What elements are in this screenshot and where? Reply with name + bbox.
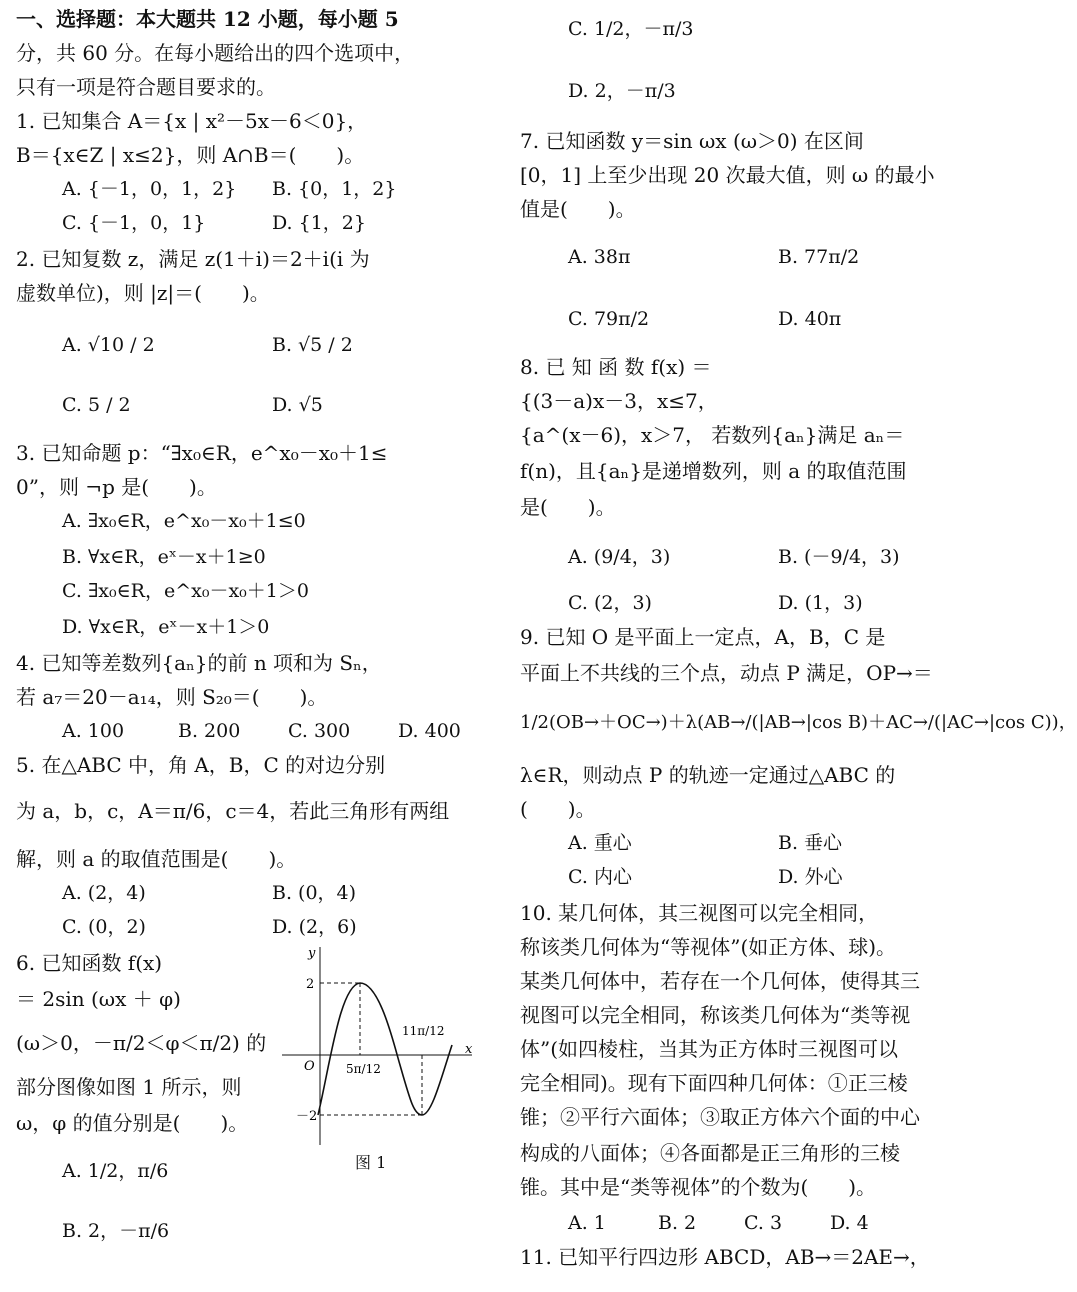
question-10: 锥；②平行六面体；③取正方体六个面的中心 bbox=[520, 1105, 920, 1129]
question-10: 视图可以完全相同，称该类几何体为“类等视 bbox=[520, 1003, 911, 1027]
option: B. (－9/4，3) bbox=[778, 546, 900, 568]
option: D. (2，6) bbox=[272, 916, 357, 938]
y-label: y bbox=[308, 946, 316, 961]
question-9: 1/2(OB→＋OC→)＋λ(AB→/(|AB→|cos B)＋AC→/(|AC→|cos C))， bbox=[520, 712, 1077, 733]
x-label: x bbox=[465, 1042, 473, 1057]
option: C. 300 bbox=[288, 720, 351, 742]
question-5: 为 a，b，c，A＝π/6，c＝4，若此三角形有两组 bbox=[16, 799, 450, 823]
question-10: 体”(如四棱柱，当其为正方体时三视图可以 bbox=[520, 1037, 899, 1061]
option: A. 100 bbox=[62, 720, 125, 742]
tick-label: －2 bbox=[296, 1109, 318, 1124]
question-6: ω，φ 的值分别是( )。 bbox=[16, 1111, 249, 1135]
option: B. 200 bbox=[178, 720, 241, 742]
question-8: {(3－a)x－3，x≤7， bbox=[520, 389, 718, 413]
option: A. 38π bbox=[568, 246, 631, 268]
question-10: 称该类几何体为“等视体”(如正方体、球)。 bbox=[520, 935, 897, 959]
option: D. ∀x∈R，eˣ－x＋1＞0 bbox=[62, 616, 270, 638]
question-6: 部分图像如图 1 所示，则 bbox=[16, 1075, 242, 1099]
question-9: ( )。 bbox=[520, 797, 596, 821]
sine-curve bbox=[318, 983, 452, 1115]
option: C. 79π/2 bbox=[568, 308, 650, 330]
question-5: 5. 在△ABC 中，角 A，B，C 的对边分别 bbox=[16, 753, 386, 777]
question-8: 是( )。 bbox=[520, 495, 616, 519]
question-1: B＝{x∈Z | x≤2}，则 A∩B＝( )。 bbox=[16, 143, 365, 167]
sine-graph-figure bbox=[282, 945, 478, 1145]
figure-caption: 图 1 bbox=[355, 1153, 387, 1172]
question-8: 8. 已 知 函 数 f(x) ＝ bbox=[520, 355, 712, 379]
section-text: 分，共 60 分。在每小题给出的四个选项中， bbox=[16, 41, 415, 65]
option: B. ∀x∈R，eˣ－x＋1≥0 bbox=[62, 546, 266, 568]
option: C. (2，3) bbox=[568, 592, 652, 614]
option: C. 5 / 2 bbox=[62, 394, 131, 416]
option: B. 77π/2 bbox=[778, 246, 860, 268]
option: C. (0，2) bbox=[62, 916, 146, 938]
question-7: 7. 已知函数 y＝sin ωx (ω＞0) 在区间 bbox=[520, 129, 864, 153]
option: A. {－1，0，1，2} bbox=[62, 178, 237, 200]
option: D. 40π bbox=[778, 308, 842, 330]
option: C. ∃x₀∈R，e^x₀－x₀＋1＞0 bbox=[62, 580, 309, 602]
question-11: 11. 已知平行四边形 ABCD，AB→＝2AE→， bbox=[520, 1245, 930, 1269]
question-4: 若 a₇＝20－a₁₄，则 S₂₀＝( )。 bbox=[16, 685, 328, 709]
option: A. (9/4，3) bbox=[568, 546, 671, 568]
option: A. 重心 bbox=[568, 832, 632, 854]
question-3: 0”，则 ¬p 是( )。 bbox=[16, 475, 217, 499]
option: B. √5 / 2 bbox=[272, 334, 353, 356]
question-8: f(n)，且{aₙ}是递增数列，则 a 的取值范围 bbox=[520, 459, 907, 483]
question-10: 某类几何体中，若存在一个几何体，使得其三 bbox=[520, 969, 920, 993]
option: D. {1，2} bbox=[272, 212, 366, 234]
question-5: 解，则 a 的取值范围是( )。 bbox=[16, 847, 297, 871]
option: A. √10 / 2 bbox=[62, 334, 155, 356]
question-7: [0，1] 上至少出现 20 次最大值，则 ω 的最小 bbox=[520, 163, 935, 187]
tick-label: 2 bbox=[306, 977, 315, 992]
section-heading: 一、选择题：本大题共 12 小题，每小题 5 bbox=[16, 7, 399, 31]
question-6: (ω＞0，－π/2＜φ＜π/2) 的 bbox=[16, 1031, 267, 1055]
question-4: 4. 已知等差数列{aₙ}的前 n 项和为 Sₙ， bbox=[16, 651, 382, 675]
question-7: 值是( )。 bbox=[520, 197, 636, 221]
question-6: 6. 已知函数 f(x) bbox=[16, 951, 163, 975]
option: A. ∃x₀∈R，e^x₀－x₀＋1≤0 bbox=[62, 510, 306, 532]
question-3: 3. 已知命题 p：“∃x₀∈R，e^x₀－x₀＋1≤ bbox=[16, 441, 388, 465]
option: D. 2，－π/3 bbox=[568, 80, 676, 102]
option: B. (0，4) bbox=[272, 882, 357, 904]
option: C. {－1，0，1} bbox=[62, 212, 206, 234]
option: A. (2，4) bbox=[62, 882, 146, 904]
option: D. (1，3) bbox=[778, 592, 863, 614]
question-10: 构成的八面体；④各面都是正三角形的三棱 bbox=[520, 1141, 900, 1165]
option: D. 外心 bbox=[778, 866, 843, 888]
question-10: 锥。其中是“类等视体”的个数为( )。 bbox=[520, 1175, 877, 1199]
option: C. 1/2，－π/3 bbox=[568, 18, 694, 40]
option: D. 4 bbox=[830, 1212, 869, 1234]
question-1: 1. 已知集合 A＝{x | x²－5x－6＜0}， bbox=[16, 109, 368, 133]
option: B. 2，－π/6 bbox=[62, 1220, 170, 1242]
question-10: 10. 某几何体，其三视图可以完全相同， bbox=[520, 901, 879, 925]
question-2: 虚数单位)，则 |z|＝( )。 bbox=[16, 281, 270, 305]
question-6: ＝ 2sin (ωx ＋ φ) bbox=[16, 987, 181, 1011]
option: D. 400 bbox=[398, 720, 461, 742]
option: C. 内心 bbox=[568, 866, 632, 888]
tick-label: 5π/12 bbox=[346, 1062, 381, 1076]
question-9: λ∈R，则动点 P 的轨迹一定通过△ABC 的 bbox=[520, 763, 896, 787]
option: C. 3 bbox=[744, 1212, 783, 1234]
origin-label: O bbox=[304, 1059, 315, 1074]
tick-label: 11π/12 bbox=[402, 1024, 445, 1038]
option: A. 1/2，π/6 bbox=[62, 1160, 169, 1182]
option: B. 垂心 bbox=[778, 832, 843, 854]
section-text: 只有一项是符合题目要求的。 bbox=[16, 75, 276, 99]
question-9: 9. 已知 O 是平面上一定点，A，B，C 是 bbox=[520, 625, 886, 649]
option: B. {0，1，2} bbox=[272, 178, 397, 200]
question-10: 完全相同)。现有下面四种几何体：①正三棱 bbox=[520, 1071, 908, 1095]
option: A. 1 bbox=[568, 1212, 606, 1234]
question-9: 平面上不共线的三个点，动点 P 满足，OP→＝ bbox=[520, 661, 933, 685]
question-8: {a^(x－6)，x＞7， 若数列{aₙ}满足 aₙ＝ bbox=[520, 423, 905, 447]
question-2: 2. 已知复数 z，满足 z(1＋i)＝2＋i(i 为 bbox=[16, 247, 370, 271]
option: D. √5 bbox=[272, 394, 323, 416]
option: B. 2 bbox=[658, 1212, 697, 1234]
